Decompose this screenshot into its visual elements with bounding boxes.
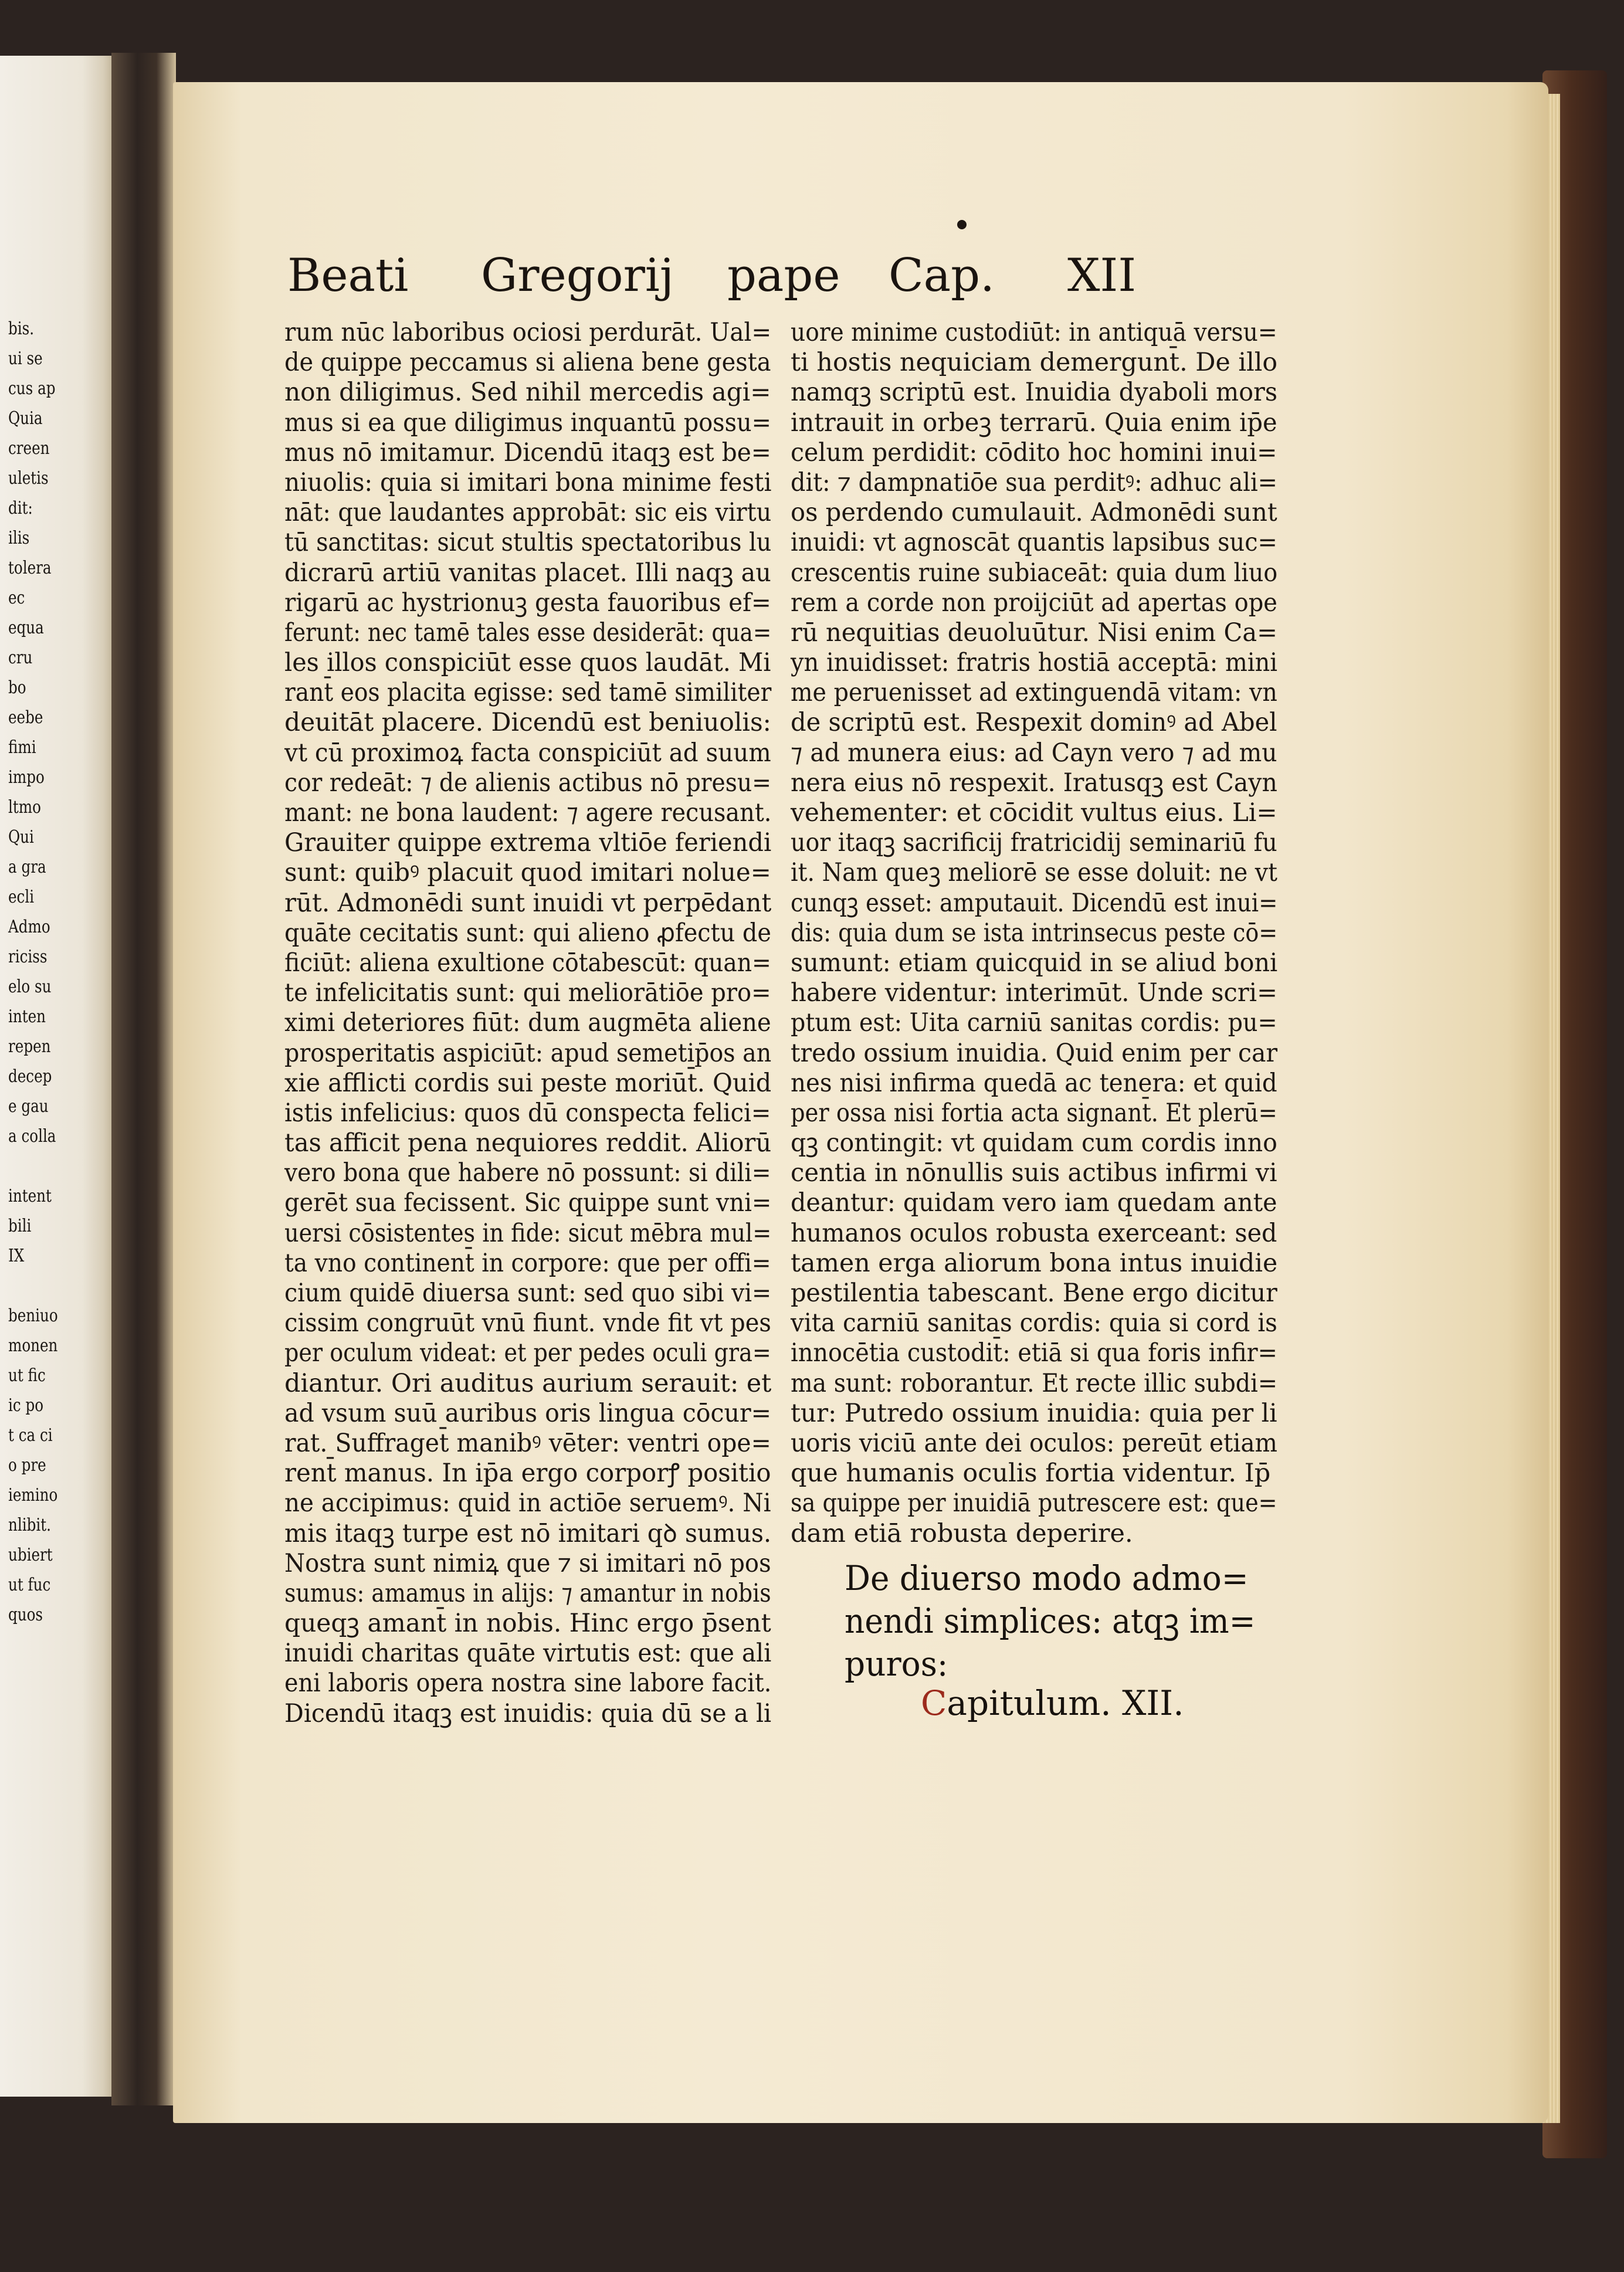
text-line: te infelicitatis sunt: qui meliorātiōe pro= — [284, 978, 771, 1008]
text-line: tur: Putredo ossium inuidia: quia per li — [791, 1398, 1277, 1428]
margin-fragment: inten — [8, 1006, 46, 1027]
text-line: ptum est: Uita carniū sanitas cordis: pu= — [791, 1008, 1277, 1038]
margin-fragment: o pre — [8, 1455, 46, 1476]
running-head-word: Beati — [287, 249, 409, 302]
text-line: les illos conspiciūt esse quos laudāt. Mi — [284, 648, 771, 678]
text-line: ficiūt: aliena exultione cōtabescūt: quan= — [284, 948, 771, 978]
margin-fragment: bo — [8, 677, 26, 698]
margin-fragment: uletis — [8, 468, 49, 489]
text-line: humanos oculos robusta exerceant: sed — [791, 1218, 1277, 1248]
text-line: dam etiā robusta deperire. — [791, 1518, 1133, 1548]
running-head-word: Gregorij — [481, 249, 674, 302]
text-line: rū nequitias deuoluūtur. Nisi enim Ca= — [791, 618, 1278, 647]
text-column-left — [284, 318, 771, 1729]
text-line: cium quidē diuersa sunt: sed quo sibi vi= — [284, 1279, 772, 1308]
text-column-right — [791, 318, 1277, 1549]
margin-fragment: ubiert — [8, 1545, 53, 1565]
text-line: crescentis ruine subiaceāt: quia dum liuo — [791, 558, 1278, 588]
margin-fragment: repen — [8, 1036, 51, 1057]
text-line: gerēt sua fecissent. Sic quippe sunt vni= — [284, 1188, 772, 1218]
margin-fragment: ic po — [8, 1395, 44, 1416]
text-line: niuolis: quia si imitari bona minime festi — [284, 467, 772, 497]
text-line: que humanis oculis fortia videntur. Ip̄ — [791, 1459, 1271, 1488]
text-line: prosperitatis aspiciūt: apud semetip̄os an — [284, 1038, 772, 1068]
text-line: eni laboris opera nostra sine labore facit. — [284, 1669, 772, 1698]
running-head-word: Cap. — [889, 249, 995, 302]
text-line: ne accipimus: quid in actiōe seruemꝰ. Ni — [284, 1488, 771, 1518]
text-line: centia in nōnullis suis actibus infirmi vi — [791, 1158, 1277, 1188]
text-line: Nostra sunt nimiꝝ que ⁊ si imitari nō pos — [284, 1548, 771, 1578]
text-line: rem a corde non proijciūt ad apertas ope — [791, 588, 1277, 618]
text-line: dicrarū artiū vanitas placet. Illi naqꝫ au — [284, 558, 771, 588]
margin-fragment: fimi — [8, 737, 36, 758]
chapter-heading-line: nendi simplices: atqꝫ im= — [845, 1601, 1256, 1641]
text-line: tamen erga aliorum bona intus inuidie — [791, 1248, 1278, 1278]
margin-fragment: dit: — [8, 498, 33, 518]
facing-page-fragment — [0, 56, 117, 2097]
text-line: it. Nam queꝫ meliorē se esse doluit: ne vt — [791, 858, 1277, 888]
margin-fragment: ltmo — [8, 797, 41, 818]
text-line: istis infelicius: quos dū conspecta felici= — [284, 1098, 771, 1128]
text-line: quāte cecitatis sunt: qui alieno ꝓfectu de — [284, 918, 771, 948]
text-line: ma sunt: roborantur. Et recte illic subdi= — [791, 1368, 1278, 1398]
margin-fragment: cru — [8, 647, 33, 668]
text-line: intrauit in orbeꝫ terrarū. Quia enim ip̄e — [791, 408, 1277, 438]
margin-fragment: ut fuc — [8, 1575, 51, 1595]
margin-fragment: quos — [8, 1605, 43, 1625]
margin-fragment: Quia — [8, 408, 43, 429]
text-line: deuitāt placere. Dicendū est beniuolis: — [284, 708, 771, 738]
running-head-word: pape — [727, 249, 840, 302]
text-line: pestilentia tabescant. Bene ergo dicitur — [791, 1279, 1277, 1308]
text-line: ad vsum suū auribus oris lingua cōcur= — [284, 1398, 772, 1428]
chapter-number: XII — [1067, 249, 1137, 302]
text-line: Dicendū itaqꝫ est inuidis: quia dū se a li — [284, 1698, 772, 1728]
text-line: rent̄ manus. In ip̄a ergo corporꝭ positio — [284, 1459, 771, 1488]
text-line: habere videntur: interimūt. Unde scri= — [791, 978, 1278, 1008]
text-line: dis: quia dum se ista intrinsecus peste cō= — [791, 918, 1278, 948]
text-line: rat. Suffraget̄ manibꝰ vēter: ventri ope= — [284, 1428, 771, 1458]
margin-fragment: a colla — [8, 1126, 56, 1147]
text-line: os perdendo cumulauit. Admonēdi sunt — [791, 498, 1277, 528]
text-line: tas afficit pena nequiores reddit. Aliorū — [284, 1128, 772, 1158]
margin-fragment: ui se — [8, 348, 43, 369]
text-line: per oculum videat: et per pedes oculi gra= — [284, 1338, 771, 1368]
text-line: qꝫ contingit: vt quidam cum cordis inno — [791, 1128, 1277, 1158]
text-line: cissim congruūt vnū fiunt. vnde fit vt pes — [284, 1308, 771, 1338]
rubric-initial: C — [921, 1683, 947, 1723]
text-line: dit: ⁊ dampnatiōe sua perditꝰ: adhuc ali= — [791, 467, 1278, 497]
text-line: sa quippe per inuidiā putrescere est: que= — [791, 1488, 1277, 1518]
margin-fragment: intent — [8, 1186, 52, 1206]
margin-fragment: tolera — [8, 558, 52, 578]
text-line: sunt: quibꝰ placuit quod imitari nolue= — [284, 858, 771, 888]
chapter-heading-line: De diuerso modo admo= — [845, 1558, 1249, 1598]
margin-fragment: t ca ci — [8, 1425, 53, 1446]
text-line: queqꝫ amant̄ in nobis. Hinc ergo p̄sent — [284, 1609, 771, 1639]
margin-fragment: equa — [8, 618, 44, 638]
text-line: mis itaqꝫ turpe est nō imitari qꝺ sumus. — [284, 1518, 772, 1548]
text-line: mus si ea que diligimus inquantū possu= — [284, 408, 771, 438]
text-line: uore minime custodiūt: in antiquā versu= — [791, 318, 1277, 347]
binding-gutter — [111, 53, 176, 2105]
margin-fragment: nlibit. — [8, 1515, 51, 1535]
text-line: namqꝫ scriptū est. Inuidia dyaboli mors — [791, 378, 1278, 408]
text-line: vero bona que habere nō possunt: si dili= — [284, 1158, 771, 1188]
text-line: uor itaqꝫ sacrificij fratricidij seminariū fu — [791, 828, 1277, 858]
text-line: xie afflicti cordis sui peste moriūt̄. Quid — [284, 1068, 772, 1098]
chapter-label — [921, 1683, 1184, 1723]
text-line: sumus: amamus in alijs: ⁊ amantur in nobis — [284, 1578, 771, 1608]
text-line: vt cū proximoꝝ facta conspiciūt ad suum — [284, 738, 771, 768]
margin-fragment: a gra — [8, 857, 46, 877]
text-line: mus nō imitamur. Dicendū itaqꝫ est be= — [284, 438, 771, 467]
chapter-heading — [845, 1557, 1279, 1686]
text-line: tū sanctitas: sicut stultis spectatoribus lu — [284, 528, 772, 558]
margin-fragment: decep — [8, 1066, 52, 1087]
text-line: uersi cōsistentes in fide: sicut mēbra mul= — [284, 1218, 772, 1248]
margin-fragment: Qui — [8, 827, 34, 847]
margin-fragment: monen — [8, 1335, 58, 1356]
chapter-heading-line: puros: — [845, 1644, 948, 1684]
text-line: sumunt: etiam quicquid in se aliud boni — [791, 948, 1278, 978]
text-line: ⁊ ad munera eius: ad Cayn vero ⁊ ad mu — [791, 738, 1277, 768]
margin-fragment: e gau — [8, 1096, 49, 1117]
margin-fragment: cus ap — [8, 378, 56, 399]
text-line: cor redeāt: ⁊ de alienis actibus nō presu= — [284, 768, 771, 798]
margin-fragment: ec — [8, 588, 25, 608]
margin-fragment: beniuo — [8, 1305, 58, 1326]
margin-fragment: impo — [8, 767, 45, 788]
text-line: deantur: quidam vero iam quedam ante — [791, 1188, 1277, 1218]
margin-fragment: ut fic — [8, 1365, 46, 1386]
margin-fragment: riciss — [8, 947, 48, 967]
margin-fragment: elo su — [8, 976, 52, 997]
text-line: vehementer: et cōcidit vultus eius. Li= — [791, 798, 1277, 828]
margin-fragment: IX — [8, 1246, 25, 1266]
margin-fragment: eebe — [8, 707, 43, 728]
text-line: rigarū ac hystrionuꝫ gesta fauoribus ef= — [284, 588, 771, 618]
margin-fragment: bili — [8, 1216, 32, 1236]
text-line: inuidi charitas quāte virtutis est: que ali — [284, 1639, 772, 1669]
text-line: tredo ossium inuidia. Quid enim per car — [791, 1038, 1278, 1068]
chapter-label-text: apitulum. XII. — [947, 1683, 1184, 1723]
margin-fragment: ilis — [8, 528, 30, 548]
text-line: celum perdidit: cōdito hoc homini inui= — [791, 438, 1277, 467]
text-line: inuidi: vt agnoscāt quantis lapsibus suc= — [791, 528, 1277, 558]
text-line: yn inuidisset: fratris hostiā acceptā: mini — [791, 648, 1278, 678]
margin-fragment: creen — [8, 438, 50, 459]
text-line: innocētia custodit̄: etiā si qua foris infir= — [791, 1338, 1277, 1368]
text-line: per ossa nisi fortia acta signant̄. Et plerū= — [791, 1098, 1277, 1128]
text-line: nāt: que laudantes approbāt: sic eis virtu — [284, 498, 772, 528]
text-line: rant̄ eos placita egisse: sed tamē similiter — [284, 678, 772, 708]
text-line: mant: ne bona laudent: ⁊ agere recusant. — [284, 798, 772, 828]
text-line: ferunt: nec tamē tales esse desiderāt: qua= — [284, 618, 772, 647]
text-line: ti hostis nequiciam demergunt̄. De illo — [791, 348, 1278, 378]
margin-fragment: bis. — [8, 318, 35, 339]
text-line: rūt. Admonēdi sunt inuidi vt perpēdant — [284, 888, 772, 918]
text-line: de quippe peccamus si aliena bene gesta — [284, 348, 771, 378]
text-line: Grauiter quippe extrema vltiōe feriendi — [284, 828, 772, 858]
text-line: rum nūc laboribus ociosi perdurāt. Ual= — [284, 318, 772, 347]
text-line: ximi deteriores fiūt: dum augmēta aliene — [284, 1008, 771, 1038]
text-line: non diligimus. Sed nihil mercedis agi= — [284, 378, 771, 408]
text-line: cunqꝫ esset: amputauit. Dicendū est inui= — [791, 888, 1278, 918]
signature-dot — [957, 220, 967, 229]
margin-fragment: iemino — [8, 1485, 58, 1505]
text-line: ta vno continent̄ in corpore: que per offi= — [284, 1248, 771, 1278]
text-line: nes nisi infirma quedā ac tenera: et quid — [791, 1068, 1277, 1098]
text-line: diantur. Ori auditus aurium serauit: et — [284, 1368, 772, 1398]
text-line: nera eius nō respexit. Iratusqꝫ est Cayn — [791, 768, 1277, 798]
text-line: vita carniū sanitas cordis: quia si cord is — [791, 1308, 1277, 1338]
text-line: me peruenisset ad extinguendā vitam: vn — [791, 678, 1277, 708]
margin-fragment: Admo — [8, 917, 50, 937]
text-line: de scriptū est. Respexit dominꝰ ad Abel — [791, 708, 1277, 738]
text-line: uoris viciū ante dei oculos: pereūt etiam — [791, 1428, 1278, 1458]
margin-fragment: ecli — [8, 887, 35, 907]
